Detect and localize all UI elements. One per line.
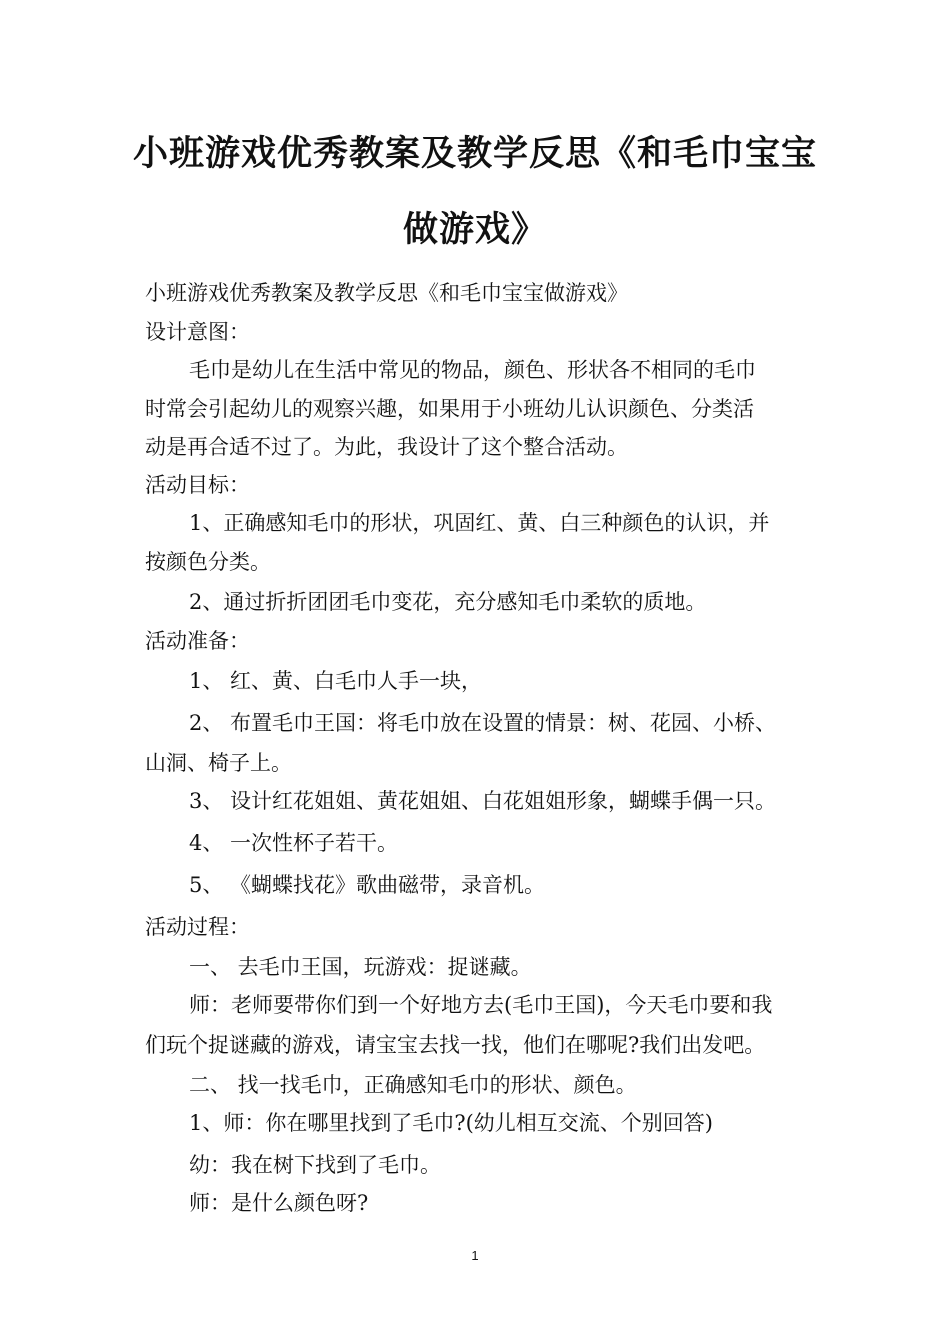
design-paragraph-line: 动是再合适不过了。为此，我设计了这个整合活动。 [145,435,628,459]
prep-item: 1、 红、黄、白毛巾人手一块， [189,669,483,693]
goal-item: 2、通过折折团团毛巾变花，充分感知毛巾柔软的质地。 [189,590,707,614]
goal-item: 1、正确感知毛巾的形状，巩固红、黄、白三种颜色的认识，并 [189,511,770,535]
subtitle: 小班游戏优秀教案及教学反思《和毛巾宝宝做游戏》 [145,281,628,305]
prep-heading: 活动准备： [145,629,250,653]
design-paragraph-line: 毛巾是幼儿在生活中常见的物品，颜色、形状各不相同的毛巾 [189,358,756,382]
prep-item: 3、 设计红花姐姐、黄花姐姐、白花姐姐形象，蝴蝶手偶一只。 [189,789,777,813]
page-number: 1 [471,1248,479,1263]
process-step: 一、 去毛巾王国，玩游戏：捉谜藏。 [189,955,532,979]
process-paragraph-line: 们玩个捉谜藏的游戏，请宝宝去找一找，他们在哪呢?我们出发吧。 [145,1033,766,1057]
prep-item-continued: 山洞、椅子上。 [145,751,292,775]
prep-item: 5、 《蝴蝶找花》歌曲磁带，录音机。 [189,873,546,897]
goals-heading: 活动目标： [145,473,250,497]
process-heading: 活动过程： [145,915,250,939]
prep-item: 2、 布置毛巾王国：将毛巾放在设置的情景：树、花园、小桥、 [189,711,777,735]
design-heading: 设计意图： [145,320,250,344]
prep-item: 4、 一次性杯子若干。 [189,831,399,855]
dialogue-line: 幼：我在树下找到了毛巾。 [189,1153,441,1177]
document-title-line-2: 做游戏》 [402,209,547,250]
process-step: 二、 找一找毛巾，正确感知毛巾的形状、颜色。 [189,1073,637,1097]
design-paragraph-line: 时常会引起幼儿的观察兴趣，如果用于小班幼儿认识颜色、分类活 [145,397,754,421]
dialogue-line: 师：是什么颜色呀? [189,1191,369,1215]
goal-item-continued: 按颜色分类。 [145,550,271,574]
dialogue-line: 1、师：你在哪里找到了毛巾?(幼儿相互交流、个别回答) [189,1111,714,1135]
document-title-line-1: 小班游戏优秀教案及教学反思《和毛巾宝宝 [132,133,817,174]
process-paragraph-line: 师：老师要带你们到一个好地方去(毛巾王国)，今天毛巾要和我 [189,993,773,1017]
